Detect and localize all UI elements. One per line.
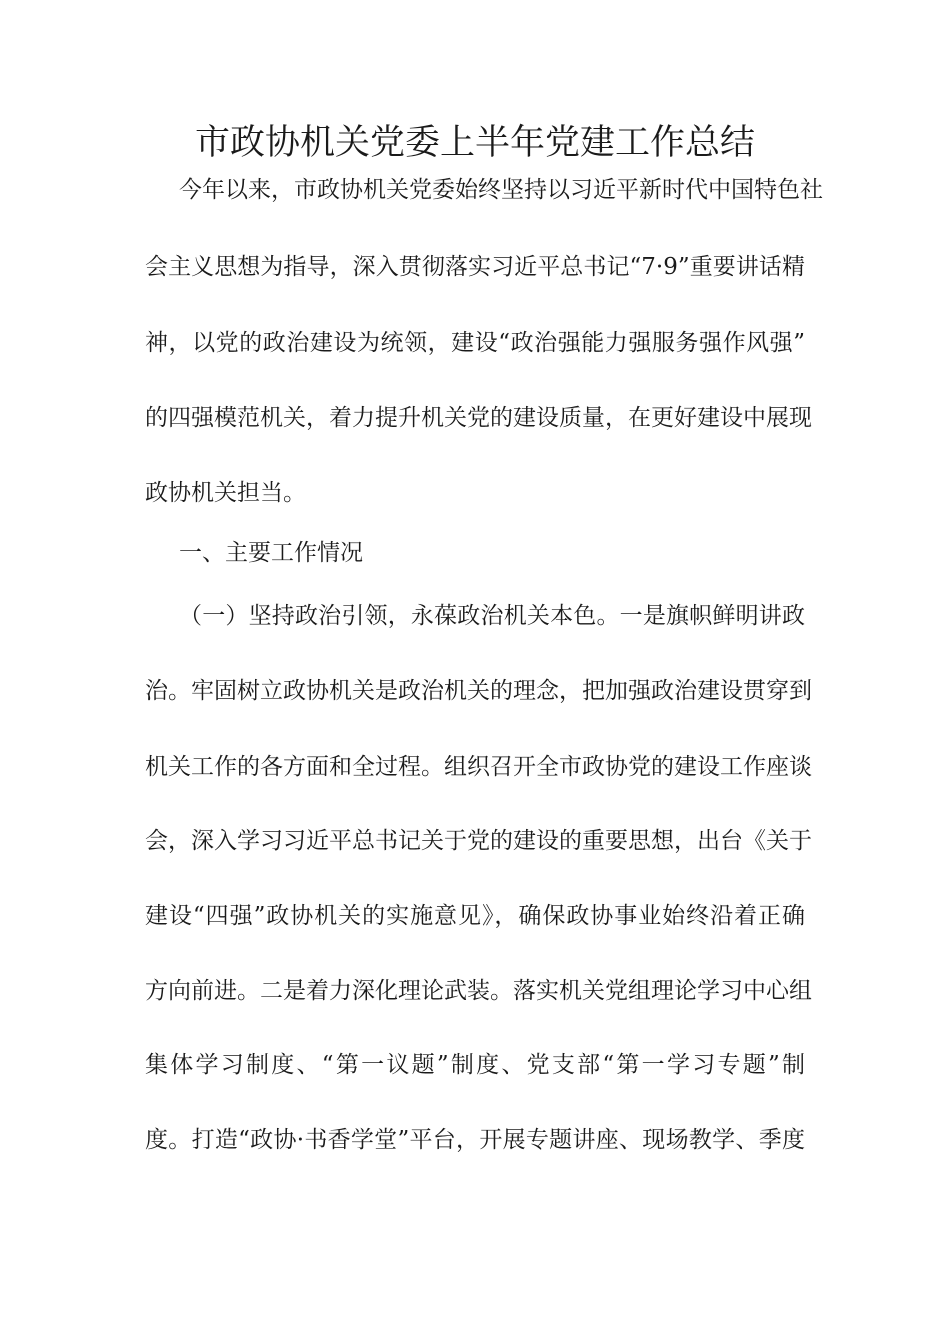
paragraph-line: 政协机关担当。 (145, 480, 306, 506)
paragraph-line: 会主义思想为指导，深入贯彻落实习近平总书记“7·9”重要讲话精 (145, 254, 805, 280)
paragraph-line: 建设“四强”政协机关的实施意见》，确保政协事业始终沿着正确 (145, 903, 805, 929)
paragraph-line: 会，深入学习习近平总书记关于党的建设的重要思想，出台《关于 (145, 828, 812, 854)
paragraph-line: 机关工作的各方面和全过程。组织召开全市政协党的建设工作座谈 (145, 754, 812, 780)
document-title: 市政协机关党委上半年党建工作总结 (194, 123, 755, 163)
paragraph-line: 集体学习制度、“第一议题”制度、党支部“第一学习专题”制 (145, 1052, 805, 1078)
paragraph-line: 的四强模范机关，着力提升机关党的建设质量，在更好建设中展现 (145, 405, 812, 431)
paragraph-line: 治。牢固树立政协机关是政治机关的理念，把加强政治建设贯穿到 (145, 678, 812, 704)
section-heading: 一、主要工作情况 (179, 540, 363, 566)
paragraph-line: 神，以党的政治建设为统领，建设“政治强能力强服务强作风强” (145, 330, 805, 356)
paragraph-line: 度。打造“政协·书香学堂”平台，开展专题讲座、现场教学、季度 (145, 1127, 805, 1153)
paragraph-line: 方向前进。二是着力深化理论武装。落实机关党组理论学习中心组 (145, 978, 812, 1004)
paragraph-line: （一）坚持政治引领，永葆政治机关本色。一是旗帜鲜明讲政 (179, 603, 805, 629)
paragraph-line: 今年以来，市政协机关党委始终坚持以习近平新时代中国特色社 (179, 177, 823, 203)
